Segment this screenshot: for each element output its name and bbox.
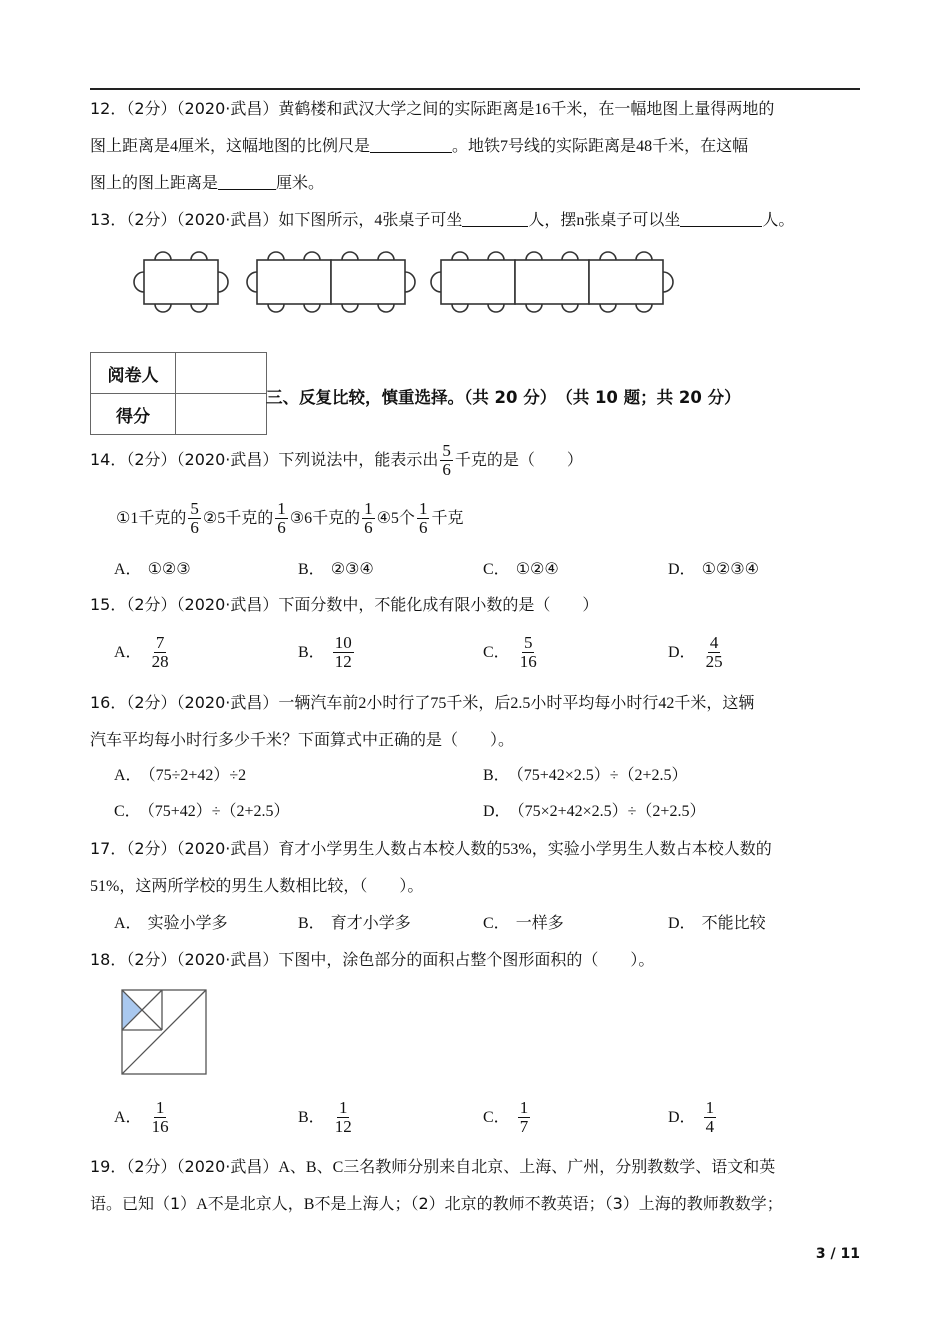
table-group-2 [247, 252, 415, 312]
q18-option-c[interactable]: C． $\frac{1}{7}$ [483, 1098, 529, 1136]
number: 2 [358, 695, 367, 712]
number: 48 [636, 138, 653, 155]
circled-4: ④ [376, 508, 391, 527]
question-14-statements [116, 498, 463, 539]
text: 千克的 [312, 508, 361, 527]
question-12-line-2 [90, 135, 748, 158]
text: 厘米。 [276, 173, 325, 192]
q18-option-b[interactable]: B． $\frac{1}{12}$ [298, 1098, 352, 1136]
text: 千米，在这幅 [652, 136, 749, 155]
page-number: 3 / 11 [815, 1246, 860, 1262]
fraction: $\frac{1}{4}$ [705, 1098, 715, 1136]
answer-blank[interactable] [218, 173, 276, 190]
reviewer-label: 阅卷人 [91, 353, 176, 394]
score-table [90, 352, 267, 435]
fraction: $\frac{1}{6}$ [418, 499, 428, 537]
fraction: $\frac{1}{6}$ [277, 499, 286, 537]
q18-option-d[interactable]: D． $\frac{1}{4}$ [668, 1098, 715, 1136]
q17-option-c[interactable]: C． 一样多 [483, 913, 564, 932]
number: 75 [430, 695, 447, 712]
question-16-line-2: 汽车平均每小时行多少千米？下面算式中正确的是（ ）。 [90, 730, 515, 749]
text: 号线的实际距离是 [508, 136, 637, 155]
number: 42 [658, 695, 675, 712]
section-3-title: 三、反复比较，慎重选择。（共 20 分） （共 10 题；共 20 分） [266, 388, 741, 407]
fraction: $\frac{5}{16}$ [519, 633, 537, 671]
text: 13．（2分）（2020·武昌）如下图所示， [90, 210, 375, 229]
fraction: $\frac{1}{6}$ [364, 499, 373, 537]
q14-option-d[interactable]: D． ①②③④ [668, 559, 759, 578]
question-17-line-1 [90, 838, 772, 861]
answer-blank[interactable] [680, 210, 762, 227]
text: 14．（2分）（2020·武昌）下列说法中，能表示出 [90, 450, 439, 469]
q14-option-b[interactable]: B． ②③④ [298, 559, 374, 578]
number: 53% [502, 841, 532, 858]
fraction: $\frac{7}{28}$ [151, 633, 169, 671]
score-cell[interactable] [176, 394, 267, 435]
table-group-3 [431, 252, 673, 312]
q17-option-d[interactable]: D． 不能比较 [668, 913, 766, 932]
q16-option-a[interactable]: A． （75÷2+42）÷2 [114, 767, 247, 784]
fraction: $\frac{1}{12}$ [334, 1098, 352, 1136]
text: 不是上海人；（2）北京的教师不教英语；（3）上海的教师教数学； [314, 1194, 783, 1213]
text: 张桌子可以坐 [584, 210, 681, 229]
fraction: $\frac{1}{16}$ [151, 1098, 169, 1136]
q15-option-b[interactable]: B． $\frac{10}{12}$ [298, 633, 352, 671]
text: 人，摆 [528, 210, 577, 229]
text: 小时平均每小时行 [530, 693, 659, 712]
text: ，实验小学男生人数占本校人数的 [531, 839, 772, 858]
text: 17．（2分）（2020·武昌）育才小学男生人数占本校人数的 [90, 839, 503, 858]
fraction: $\frac{1}{7}$ [519, 1098, 529, 1136]
number: 6 [304, 510, 313, 527]
q15-option-d[interactable]: D． $\frac{4}{25}$ [668, 633, 723, 671]
q14-option-c[interactable]: C． ①②④ [483, 559, 559, 578]
q14-option-a[interactable]: A． ①②③ [114, 559, 191, 578]
number: 5 [390, 510, 399, 527]
question-16-line-1 [90, 692, 754, 715]
text: 千克的 [225, 508, 274, 527]
question-13-stem [90, 209, 794, 232]
text: 。地铁 [452, 136, 501, 155]
text: 千克 [431, 508, 464, 527]
number: 16 [534, 101, 551, 118]
q16-option-b[interactable]: B． （75+42×2.5）÷（2+2.5） [483, 767, 688, 784]
text: 千克的 [138, 508, 187, 527]
q15-option-c[interactable]: C． $\frac{5}{16}$ [483, 633, 537, 671]
q15-option-a[interactable]: A． $\frac{7}{28}$ [114, 633, 169, 671]
text: 19．（2分）（2020·武昌） [90, 1157, 279, 1176]
text: 不是北京人， [207, 1194, 304, 1213]
letter: B [303, 1196, 315, 1213]
question-12-line-1 [90, 98, 774, 121]
question-18-stem: 18．（2分）（2020·武昌）下图中，涂色部分的面积占整个图形面积的（ ）。 [90, 950, 655, 969]
shaded-square-figure [118, 986, 210, 1078]
fraction: $\frac{10}{12}$ [334, 633, 352, 671]
tables-figure [130, 248, 700, 316]
number: 51% [90, 878, 120, 895]
number: 7 [500, 138, 509, 155]
q16-option-d[interactable]: D． （75×2+42×2.5）÷（2+2.5） [483, 803, 706, 820]
question-17-line-2 [90, 875, 423, 898]
answer-blank[interactable] [462, 210, 528, 227]
header-rule [90, 88, 860, 90]
number: 5 [217, 510, 226, 527]
text: ，这两所学校的男生人数相比较，（ ）。 [119, 876, 424, 895]
q16-option-c[interactable]: C． （75+42）÷（2+2.5） [114, 803, 290, 820]
text: 张桌子可坐 [382, 210, 463, 229]
question-14-stem [90, 440, 583, 480]
fraction: $\frac{4}{25}$ [705, 633, 723, 671]
text: 千米，在一幅地图上量得两地的 [550, 99, 775, 118]
score-label: 得分 [91, 394, 176, 435]
circled-2: ② [202, 508, 218, 527]
question-19-line-1 [90, 1156, 775, 1179]
fraction: $\frac{5}{6}$ [442, 441, 451, 479]
q17-option-a[interactable]: A． 实验小学多 [114, 913, 228, 932]
circled-1: ① [116, 508, 131, 527]
answer-blank[interactable] [370, 136, 452, 153]
text: 16．（2分）（2020·武昌）一辆汽车前 [90, 693, 359, 712]
letter: A [196, 1196, 208, 1213]
text: 厘米，这幅地图的比例尺是 [178, 136, 371, 155]
number: 4 [374, 212, 383, 229]
text: 小时行了 [366, 693, 431, 712]
shaded-triangle [122, 990, 142, 1030]
text: 千米，这辆 [674, 693, 755, 712]
q17-option-b[interactable]: B． 育才小学多 [298, 913, 411, 932]
text: 千克的是（ ） [454, 450, 583, 469]
letters: A、B、C [278, 1159, 344, 1176]
text: 三名教师分别来自北京、上海、广州，分别教数学、语文和英 [343, 1157, 776, 1176]
question-19-line-2 [90, 1193, 783, 1216]
number: 4 [170, 138, 179, 155]
question-15-stem: 15．（2分）（2020·武昌）下面分数中，不能化成有限小数的是（ ） [90, 595, 599, 614]
reviewer-cell[interactable] [176, 353, 267, 394]
text: 千米，后 [446, 693, 511, 712]
text: 语。已知（1） [90, 1194, 197, 1213]
question-12-line-3 [90, 172, 324, 194]
text: 人。 [762, 210, 795, 229]
text: 图上的图上距离是 [90, 173, 219, 192]
text: 个 [398, 508, 415, 527]
text: 12．（2分）（2020·武昌）黄鹤楼和武汉大学之间的实际距离是 [90, 99, 535, 118]
text: 图上距离是 [90, 136, 171, 155]
q18-option-a[interactable]: A． $\frac{1}{16}$ [114, 1098, 169, 1136]
fraction: $\frac{5}{6}$ [190, 499, 199, 537]
number: 1 [130, 510, 139, 527]
circled-3: ③ [289, 508, 305, 527]
number: 2.5 [510, 695, 531, 712]
table-group-1 [134, 252, 228, 312]
variable: n [576, 212, 585, 229]
